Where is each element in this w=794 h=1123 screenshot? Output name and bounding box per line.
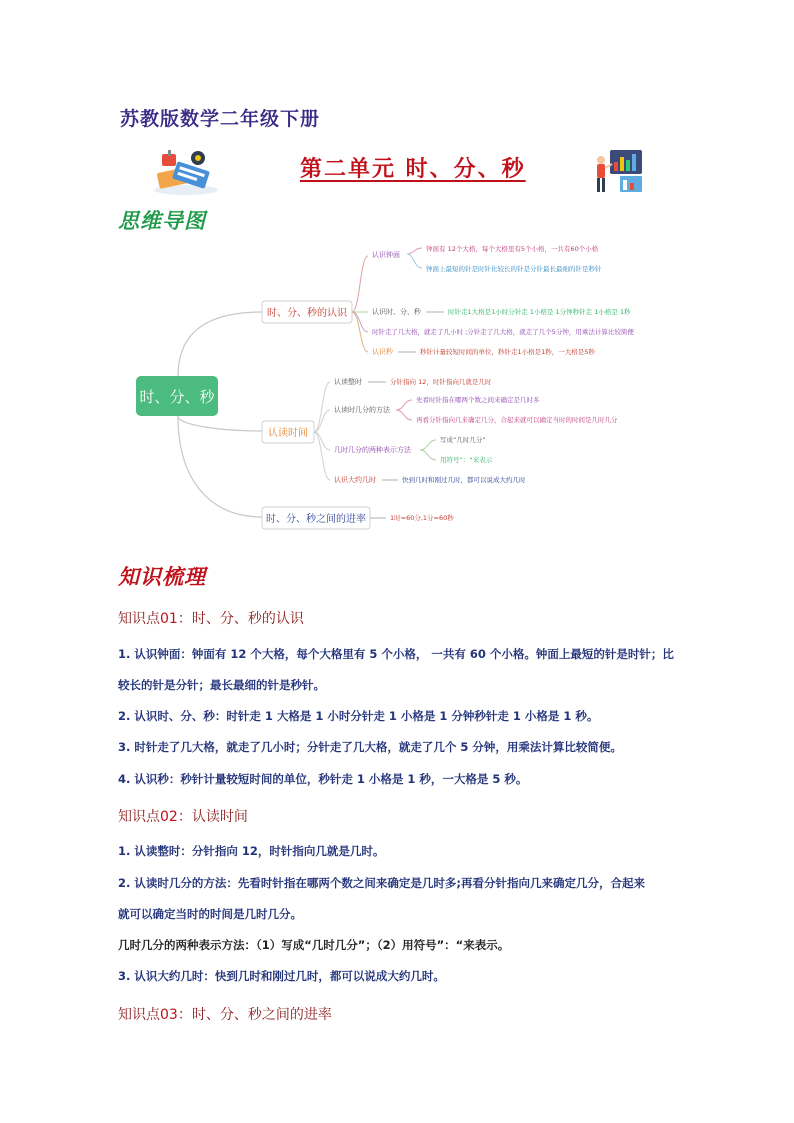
kp2-line-5: 3. 认识大约几时：快到几时和刚过几时，都可以说成大约几时。: [118, 969, 445, 983]
node-read-hours-minutes: 认读时几分的方法: [334, 406, 390, 414]
kp1-line-5: 4. 认识秒：秒针计量较短时间的单位，秒针走 1 小格是 1 秒，一大格是 5 秒。: [118, 772, 528, 786]
books-illustration-icon: [148, 148, 222, 196]
note-read-method-1: 先看时针指在哪两个数之间来确定是几时多: [416, 396, 540, 404]
unit-title: 第二单元 时、分、秒: [300, 157, 526, 182]
book-title: 苏教版数学二年级下册: [120, 108, 321, 130]
branch-label-3: 时、分、秒之间的进率: [266, 514, 366, 525]
knowledge-heading: 知识梳理: [118, 565, 206, 589]
kp3-number: 03: [160, 1007, 178, 1023]
note-know-seconds: 秒针计量较短时间的单位，秒针走1小格是1秒，一大格是5秒: [420, 348, 595, 356]
node-clock-face: 认识钟面: [372, 251, 400, 259]
branch-label-1: 时、分、秒的认识: [267, 308, 347, 319]
node-whole-hours: 认读整时: [334, 378, 362, 386]
person-with-charts-icon: [590, 146, 652, 194]
note-clock-face-1: 钟面有 12个大格，每个大格里有5个小格，一共有60个小格: [426, 245, 599, 253]
node-hour-hand-moves: 时针走了几大格，就走了几小时 ;分针走了几大格，就走了几个5分钟，用乘法计算比较简便: [372, 328, 634, 336]
node-know-seconds: 认识秒: [372, 348, 393, 356]
kp1-line-3: 2. 认识时、分、秒：时针走 1 大格是 1 小时分针走 1 小格是 1 分钟秒针走 1 小格是 1 秒。: [118, 709, 599, 723]
kp3-title-text: ：时、分、秒之间的进率: [177, 1007, 332, 1023]
note-whole-hours: 分针指向 12，时针指向几就是几时: [390, 378, 492, 386]
note-read-method-2: 再看分针指向几来确定几分，合起来就可以确定当时的时间是几时几分: [416, 416, 618, 424]
note-clock-face-2: 钟面上最短的针是时针比较长的针是分针最长最细的针是秒针: [426, 265, 602, 273]
kp1-title: [118, 608, 304, 628]
node-about-hour: 认识大约几时: [334, 476, 376, 484]
note-notation-2: 用符号”：“来表示: [440, 456, 493, 464]
mind-map-heading: 思维导图: [118, 209, 206, 233]
note-know-hms: 时针走1大格是1小时分针走 1小格是 1分钟秒针走 1小格是 1秒: [448, 308, 631, 316]
kp1-line-4: 3. 时针走了几大格，就走了几小时；分针走了几大格，就走了几个 5 分钟，用乘法计算比较简便。: [118, 740, 622, 754]
kp3-title: [118, 1004, 332, 1024]
kp2-line-2: 2. 认读时几分的方法：先看时针指在哪两个数之间来确定是几时多;再看分针指向几来确定几分，合起来: [118, 876, 645, 890]
mind-map-root-label: 时、分、秒: [139, 388, 215, 406]
mind-map: [0, 245, 794, 540]
kp1-title-text: ：时、分、秒的认识: [177, 611, 304, 627]
kp1-prefix: 知识点: [118, 611, 160, 627]
kp2-number: 02: [160, 809, 178, 825]
kp2-prefix: 知识点: [118, 809, 160, 825]
node-know-hms: 认识时、分、秒: [372, 308, 421, 316]
note-about-hour: 快到几时和刚过几时，都可以说成大约几时: [402, 476, 526, 484]
kp1-line-2: 较长的针是分针；最长最细的针是秒针。: [118, 678, 325, 692]
kp2-title: [118, 806, 248, 826]
kp2-line-1: 1. 认读整时：分针指向 12，时针指向几就是几时。: [118, 844, 385, 858]
node-two-notations: 几时几分的两种表示方法: [334, 446, 411, 454]
kp3-prefix: 知识点: [118, 1007, 160, 1023]
kp1-line-1: 1. 认识钟面：钟面有 12 个大格，每个大格里有 5 个小格， 一共有 60 个小格。钟面上最短的针是时针；比: [118, 647, 674, 661]
kp1-number: 01: [160, 611, 178, 627]
kp2-line-4: 几时几分的两种表示方法：（1）写成“几时几分”；（2）用符号”：“来表示。: [118, 938, 510, 952]
branch-label-2: 认读时间: [268, 428, 308, 439]
node-conversion-rate: 1时=60分,1分=60秒: [390, 514, 454, 522]
kp2-title-text: ：认读时间: [177, 809, 248, 825]
kp2-line-3: 就可以确定当时的时间是几时几分。: [118, 907, 302, 921]
note-notation-1: 写成“几时几分”: [440, 436, 486, 444]
